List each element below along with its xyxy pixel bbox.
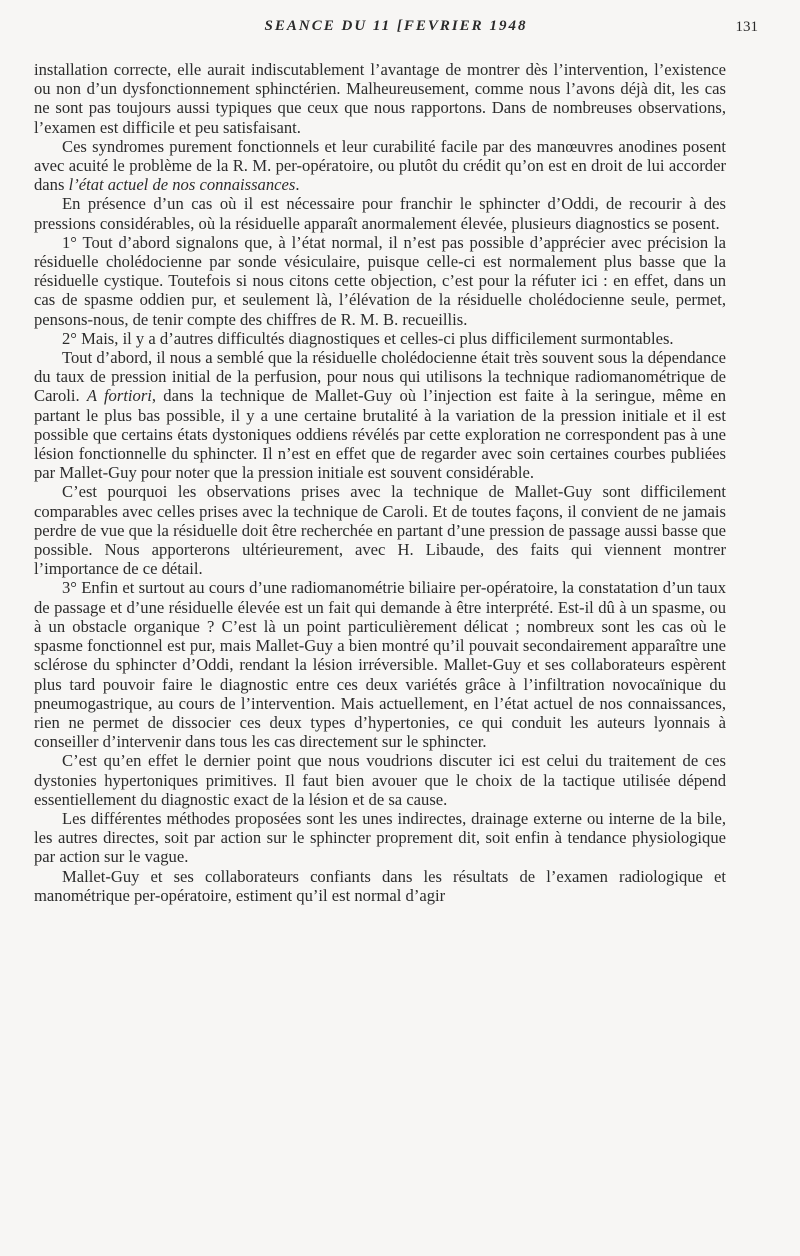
paragraph: 3° Enfin et surtout au cours d’une radiomanométrie biliaire per-opératoire, la constatation d’un taux de passage et d’une résiduelle élevée est un fait qui demande à être interprété. Est-il dû à un spasme, ou à un obstacle organique ? C’est là un point particulièrement délicat ; nombreux sont les cas où le spasme fonctionnel est pur, mais Mallet-Guy a bien montré qu’il pouvait secondairement apparaître une sclérose du sphincter d’Oddi, rendant la lésion irréversible. Mallet-Guy et ses collaborateurs espèrent plus tard pouvoir faire le diagnostic entre ces deux variétés grâce à l’infiltration novocaïnique du pneumogastrique, au cours de l’intervention. Mais actuellement, en l’état actuel de nos connaissances, rien ne permet de dissocier ces deux types d’hypertonies, ce qui conduit les auteurs lyonnais à conseiller d’intervenir dans tous les cas directement sur le sphincter.	[34, 578, 726, 752]
paragraph: En présence d’un cas où il est nécessaire pour franchir le sphincter d’Oddi, de recourir à des pressions considérables, où la résiduelle apparaît anormalement élevée, plusieurs diagnostics se posent.	[34, 194, 726, 233]
paragraph: C’est pourquoi les observations prises avec la technique de Mallet-Guy sont difficilement comparables avec celles prises avec la technique de Caroli. Et de toutes façons, il convient de ne jamais perdre de vue que la résiduelle doit être recherchée en partant d’une pression de passage aussi basse que possible. Nous apporterons ultérieurement, avec H. Libaude, des faits qui viennent montrer l’importance de ce détail.	[34, 482, 726, 579]
paragraph: Tout d’abord, il nous a semblé que la résiduelle cholédocienne était très souvent sous la dépendance du taux de pression initial de la perfusion, pour nous qui utilisons la technique radiomanométrique de Caroli. A fortiori, dans la technique de Mallet-Guy où l’injection est faite à la seringue, même en partant le plus bas possible, il y a une certaine brutalité à la variation de la pression initiale et il est possible que certains états dystoniques oddiens révélés par cette exploration ne correspondent pas à une lésion fonctionnelle du sphincter. Il n’est en effet que de regarder avec soin certaines courbes publiées par Mallet-Guy pour noter que la pression initiale est souvent considérable.	[34, 348, 726, 483]
paragraph: Ces syndromes purement fonctionnels et leur curabilité facile par des manœuvres anodines posent avec acuité le problème de la R. M. per-opératoire, ou plutôt du crédit qu’on est en droit de lui accorder dans l’état actuel de nos connaissances.	[34, 136, 726, 195]
body-text	[34, 60, 726, 905]
page-header	[34, 18, 758, 38]
italic-phrase: A fortiori	[86, 386, 152, 406]
paragraph: Mallet-Guy et ses collaborateurs confiants dans les résultats de l’examen radiologique et manométrique per-opératoire, estiment qu’il est normal d’agir	[34, 866, 726, 905]
paragraph: 2° Mais, il y a d’autres difficultés diagnostiques et celles-ci plus difficilement surmontables.	[62, 328, 674, 348]
running-title: SEANCE DU 11 [FEVRIER 1948	[264, 18, 528, 34]
page-number: 131	[735, 19, 758, 35]
paragraph: C’est qu’en effet le dernier point que nous voudrions discuter ici est celui du traitement de ces dystonies hypertoniques primitives. Il faut bien avouer que le choix de la tactique utilisée dépend essentiellement du diagnostic exact de la lésion et de sa cause.	[34, 751, 726, 809]
paragraph: Les différentes méthodes proposées sont les unes indirectes, drainage externe ou interne de la bile, les autres directes, soit par action sur le sphincter proprement dit, soit enfin à tendance physiologique par action sur le vague.	[34, 808, 726, 867]
paragraph: 1° Tout d’abord signalons que, à l’état normal, il n’est pas possible d’apprécier avec précision la résiduelle cholédocienne par sonde vésiculaire, puisque celle-ci est normalement plus basse que la résiduelle cystique. Toutefois si nous citons cette objection, c’est pour la réfuter ici : en effet, dans un cas de spasme oddien pur, et seulement là, l’élévation de la résiduelle cholédocienne seule, permet, pensons-nous, de tenir compte des chiffres de R. M. B. recueillis.	[34, 232, 726, 329]
paragraph: installation correcte, elle aurait indiscutablement l’avantage de montrer dès l’intervention, l’existence ou non d’un dysfonctionnement sphinctérien. Malheureusement, comme nous l’avons déjà dit, les cas ne sont pas toujours aussi typiques que ceux que nous rapportons. Dans de nombreuses observations, l’examen est difficile et peu satisfaisant.	[34, 60, 726, 137]
italic-phrase: l’état actuel de nos connaissances	[68, 175, 296, 195]
